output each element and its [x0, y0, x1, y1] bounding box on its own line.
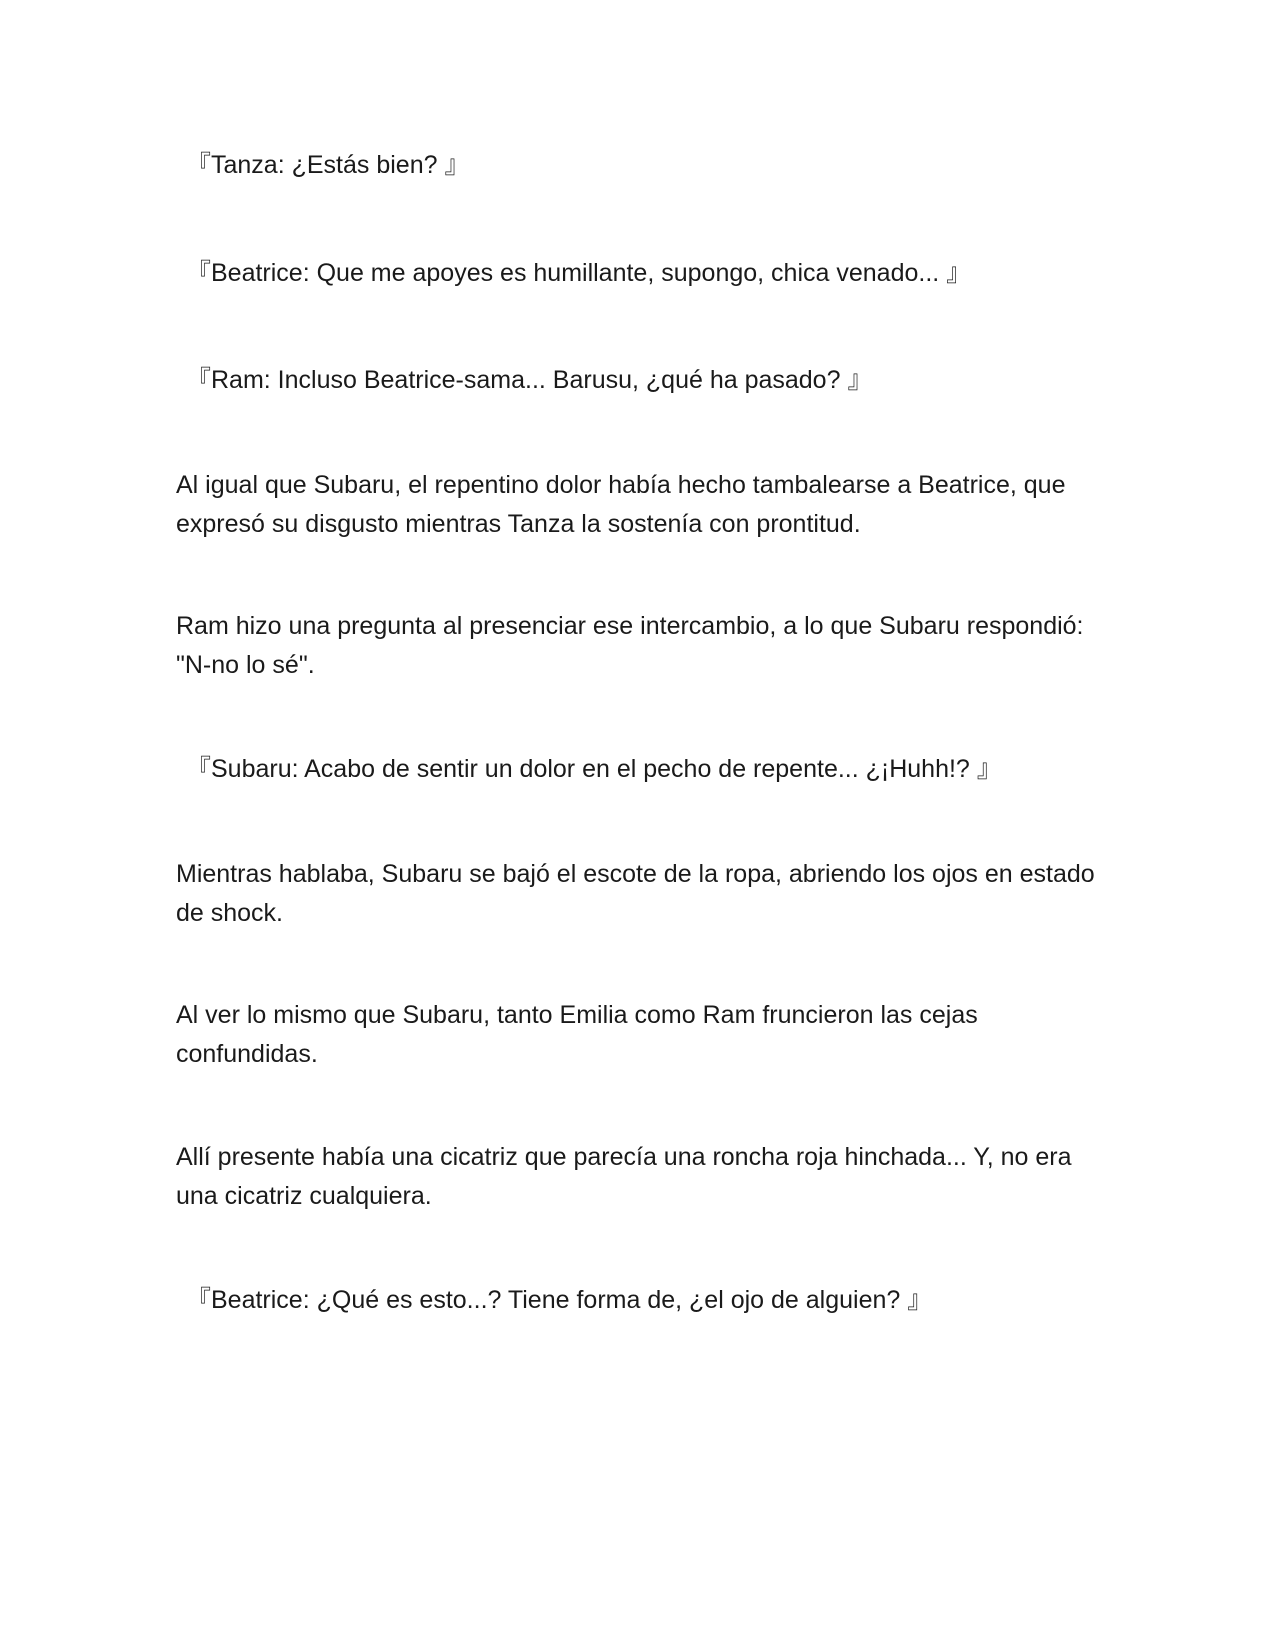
narration-paragraph: Ram hizo una pregunta al presenciar ese intercambio, a lo que Subaru respondió: "N-no lo sé". — [176, 612, 1084, 679]
dialogue-beatrice: 『Beatrice: ¿Qué es esto...? Tiene forma de, ¿el ojo de alguien? 』 — [186, 1286, 933, 1314]
narration-paragraph: Al igual que Subaru, el repentino dolor había hecho tambalearse a Beatrice, que expresó su disgusto mientras Tanza la sostenía con prontitud. — [176, 471, 1066, 538]
narration-paragraph: Allí presente había una cicatriz que parecía una roncha roja hinchada... Y, no era una cicatriz cualquiera. — [176, 1143, 1072, 1210]
dialogue-subaru: 『Subaru: Acabo de sentir un dolor en el pecho de repente... ¿¡Huhh!? 』 — [186, 755, 1002, 783]
dialogue-ram: 『Ram: Incluso Beatrice-sama... Barusu, ¿qué ha pasado? 』 — [186, 366, 873, 394]
dialogue-beatrice: 『Beatrice: Que me apoyes es humillante, supongo, chica venado... 』 — [186, 259, 972, 287]
narration-paragraph: Mientras hablaba, Subaru se bajó el escote de la ropa, abriendo los ojos en estado de shock. — [176, 860, 1095, 927]
dialogue-tanza: 『Tanza: ¿Estás bien? 』 — [186, 151, 470, 179]
narration-paragraph: Al ver lo mismo que Subaru, tanto Emilia como Ram fruncieron las cejas confundidas. — [176, 1001, 978, 1068]
